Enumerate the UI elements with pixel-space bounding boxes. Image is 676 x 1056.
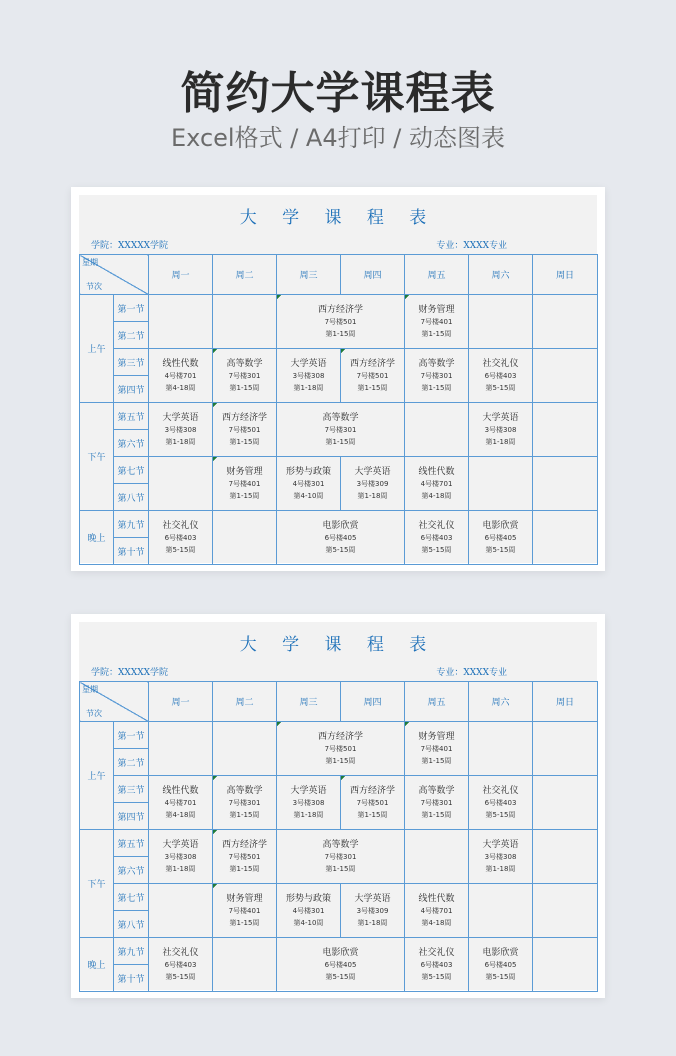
period-6: 第六节 (114, 857, 149, 884)
course-name: 高等数学 (226, 785, 263, 796)
period-4: 第四节 (114, 376, 149, 403)
period-label: 节次 (86, 709, 102, 718)
course-cell (277, 776, 341, 830)
course-location: 7号楼301 (228, 798, 261, 807)
course-info (213, 358, 276, 394)
course-location: 6号楼405 (484, 533, 517, 542)
course-name: 财务管理 (226, 893, 263, 904)
course-weeks: 第5-15周 (485, 810, 516, 819)
course-location: 4号楼701 (420, 906, 453, 915)
course-location: 6号楼403 (484, 798, 517, 807)
course-cell (277, 295, 405, 349)
course-location: 6号楼403 (484, 371, 517, 380)
course-info (405, 785, 468, 821)
course-location: 6号楼405 (324, 960, 357, 969)
header-corner (80, 255, 149, 295)
course-info (277, 466, 340, 502)
course-info (341, 358, 404, 394)
course-info (341, 893, 404, 929)
period-10: 第十节 (114, 965, 149, 992)
course-location: 7号楼301 (324, 852, 357, 861)
cell-empty (149, 295, 213, 349)
course-weeks: 第4-18周 (421, 491, 452, 500)
course-name: 大学英语 (482, 839, 519, 850)
course-cell (405, 884, 469, 938)
course-cell (405, 295, 469, 349)
course-location: 4号楼701 (164, 798, 197, 807)
course-cell (405, 776, 469, 830)
course-location: 4号楼301 (292, 906, 325, 915)
day-mon: 周一 (149, 255, 213, 295)
course-name: 西方经济学 (317, 731, 363, 742)
period-7: 第七节 (114, 457, 149, 484)
course-name: 电影欣赏 (482, 947, 519, 958)
course-name: 大学英语 (354, 466, 391, 477)
course-cell (213, 884, 277, 938)
course-info (405, 358, 468, 394)
course-name: 大学英语 (290, 358, 327, 369)
course-cell (405, 511, 469, 565)
course-info (405, 731, 468, 767)
course-cell (213, 403, 277, 457)
course-location: 3号楼308 (164, 425, 197, 434)
slot-evening: 晚上 (80, 938, 114, 992)
cell-empty (533, 511, 598, 565)
course-name: 形势与政策 (285, 893, 331, 904)
course-name: 高等数学 (418, 358, 455, 369)
course-location: 7号楼301 (420, 371, 453, 380)
course-weeks: 第1-15周 (229, 918, 260, 927)
course-location: 3号楼308 (164, 852, 197, 861)
slot-afternoon: 下午 (80, 830, 114, 938)
period-3: 第三节 (114, 776, 149, 803)
course-cell (469, 511, 533, 565)
course-name: 高等数学 (418, 785, 455, 796)
course-info (277, 412, 404, 448)
course-cell (469, 349, 533, 403)
course-info (149, 412, 212, 448)
course-name: 大学英语 (482, 412, 519, 423)
course-weeks: 第1-15周 (229, 491, 260, 500)
course-name: 社交礼仪 (162, 520, 199, 531)
course-location: 7号楼301 (420, 798, 453, 807)
course-name: 线性代数 (162, 785, 199, 796)
course-name: 西方经济学 (221, 412, 267, 423)
course-location: 6号楼403 (164, 960, 197, 969)
course-info (277, 839, 404, 875)
course-info (277, 893, 340, 929)
course-info (213, 466, 276, 502)
course-name: 西方经济学 (221, 839, 267, 850)
course-cell (469, 830, 533, 884)
course-info (341, 466, 404, 502)
college-label: 学院：XXXXX学院 (91, 668, 169, 678)
banner-title: 简约大学课程表 (180, 68, 496, 119)
day-thu: 周四 (341, 682, 405, 722)
timetable-grid (79, 254, 598, 565)
day-sat: 周六 (469, 255, 533, 295)
major-label: 专业：XXXX专业 (436, 241, 507, 251)
course-weeks: 第1-15周 (229, 810, 260, 819)
course-location: 7号楼301 (228, 371, 261, 380)
course-name: 社交礼仪 (418, 520, 455, 531)
period-label: 节次 (86, 282, 102, 291)
cell-empty (533, 776, 598, 830)
course-info (469, 520, 532, 556)
course-name: 财务管理 (418, 731, 455, 742)
course-location: 7号楼501 (324, 744, 357, 753)
timetable-preview-2 (71, 614, 605, 998)
course-info (341, 785, 404, 821)
cell-empty (469, 884, 533, 938)
day-sat: 周六 (469, 682, 533, 722)
day-wed: 周三 (277, 682, 341, 722)
course-location: 6号楼405 (484, 960, 517, 969)
course-name: 大学英语 (162, 412, 199, 423)
course-info (149, 947, 212, 983)
course-weeks: 第5-15周 (165, 545, 196, 554)
course-info (277, 304, 404, 340)
course-weeks: 第5-15周 (485, 383, 516, 392)
course-info (213, 785, 276, 821)
week-label: 星期 (82, 685, 98, 694)
cell-empty (533, 830, 598, 884)
course-cell (149, 349, 213, 403)
course-weeks: 第4-18周 (165, 383, 196, 392)
course-info (277, 358, 340, 394)
course-weeks: 第4-18周 (165, 810, 196, 819)
course-weeks: 第5-15周 (325, 972, 356, 981)
course-cell (213, 776, 277, 830)
day-tue: 周二 (213, 255, 277, 295)
course-location: 3号楼308 (484, 852, 517, 861)
timetable-grid (79, 681, 598, 992)
day-sun: 周日 (533, 682, 598, 722)
course-info (469, 412, 532, 448)
course-info (469, 839, 532, 875)
day-fri: 周五 (405, 255, 469, 295)
course-weeks: 第5-15周 (485, 545, 516, 554)
cell-empty (469, 722, 533, 776)
course-name: 大学英语 (354, 893, 391, 904)
course-cell (405, 722, 469, 776)
course-name: 社交礼仪 (418, 947, 455, 958)
period-9: 第九节 (114, 938, 149, 965)
course-cell (149, 938, 213, 992)
course-location: 6号楼405 (324, 533, 357, 542)
cell-empty (469, 457, 533, 511)
course-info (469, 358, 532, 394)
course-info (405, 947, 468, 983)
college-label: 学院：XXXXX学院 (91, 241, 169, 251)
course-cell (277, 830, 405, 884)
course-name: 大学英语 (290, 785, 327, 796)
course-weeks: 第5-15周 (421, 972, 452, 981)
period-7: 第七节 (114, 884, 149, 911)
course-name: 社交礼仪 (482, 358, 519, 369)
slot-afternoon: 下午 (80, 403, 114, 511)
course-location: 4号楼301 (292, 479, 325, 488)
course-weeks: 第1-18周 (293, 383, 324, 392)
course-weeks: 第4-18周 (421, 918, 452, 927)
period-6: 第六节 (114, 430, 149, 457)
course-location: 3号楼309 (356, 479, 389, 488)
course-location: 7号楼501 (324, 317, 357, 326)
course-info (277, 520, 404, 556)
course-name: 西方经济学 (349, 785, 395, 796)
course-cell (469, 403, 533, 457)
cell-empty (213, 295, 277, 349)
day-fri: 周五 (405, 682, 469, 722)
cell-empty (405, 403, 469, 457)
course-info (277, 785, 340, 821)
course-location: 7号楼401 (420, 744, 453, 753)
course-weeks: 第1-18周 (165, 864, 196, 873)
period-8: 第八节 (114, 911, 149, 938)
course-cell (277, 722, 405, 776)
period-8: 第八节 (114, 484, 149, 511)
course-location: 3号楼308 (292, 798, 325, 807)
course-info (405, 520, 468, 556)
course-name: 线性代数 (162, 358, 199, 369)
course-location: 3号楼308 (292, 371, 325, 380)
course-name: 高等数学 (226, 358, 263, 369)
course-weeks: 第5-15周 (165, 972, 196, 981)
timetable-preview-1 (71, 187, 605, 571)
slot-morning: 上午 (80, 722, 114, 830)
course-cell (213, 830, 277, 884)
course-info (405, 466, 468, 502)
week-label: 星期 (82, 258, 98, 267)
course-info (277, 947, 404, 983)
course-name: 财务管理 (226, 466, 263, 477)
course-weeks: 第5-15周 (485, 972, 516, 981)
course-cell (405, 349, 469, 403)
cell-empty (533, 884, 598, 938)
course-info (405, 893, 468, 929)
slot-morning: 上午 (80, 295, 114, 403)
header-corner (80, 682, 149, 722)
cell-empty (213, 938, 277, 992)
course-name: 电影欣赏 (322, 947, 359, 958)
course-info (213, 839, 276, 875)
course-cell (277, 511, 405, 565)
cell-empty (533, 457, 598, 511)
header-row (80, 255, 598, 295)
period-9: 第九节 (114, 511, 149, 538)
course-location: 7号楼501 (356, 798, 389, 807)
course-location: 3号楼308 (484, 425, 517, 434)
course-location: 7号楼401 (228, 906, 261, 915)
course-name: 社交礼仪 (482, 785, 519, 796)
course-cell (405, 938, 469, 992)
day-wed: 周三 (277, 255, 341, 295)
course-name: 电影欣赏 (482, 520, 519, 531)
day-tue: 周二 (213, 682, 277, 722)
course-weeks: 第1-15周 (421, 810, 452, 819)
cell-empty (533, 722, 598, 776)
course-location: 7号楼401 (228, 479, 261, 488)
course-name: 财务管理 (418, 304, 455, 315)
course-name: 线性代数 (418, 893, 455, 904)
period-2: 第二节 (114, 322, 149, 349)
period-5: 第五节 (114, 403, 149, 430)
period-5: 第五节 (114, 830, 149, 857)
course-cell (277, 938, 405, 992)
course-weeks: 第1-18周 (485, 864, 516, 873)
sheet-title: 大 学 课 程 表 (239, 635, 437, 655)
course-location: 3号楼309 (356, 906, 389, 915)
course-cell (149, 403, 213, 457)
course-cell (341, 776, 405, 830)
course-location: 6号楼403 (420, 533, 453, 542)
course-cell (277, 884, 341, 938)
cell-empty (533, 349, 598, 403)
course-location: 7号楼501 (356, 371, 389, 380)
course-location: 7号楼501 (228, 852, 261, 861)
course-weeks: 第1-15周 (357, 810, 388, 819)
course-cell (277, 403, 405, 457)
course-name: 高等数学 (322, 412, 359, 423)
sheet-title: 大 学 课 程 表 (239, 208, 437, 228)
course-name: 线性代数 (418, 466, 455, 477)
period-3: 第三节 (114, 349, 149, 376)
course-weeks: 第1-15周 (229, 864, 260, 873)
course-cell (469, 776, 533, 830)
course-weeks: 第5-15周 (325, 545, 356, 554)
cell-empty (533, 938, 598, 992)
course-weeks: 第1-15周 (325, 864, 356, 873)
course-info (149, 358, 212, 394)
course-weeks: 第1-18周 (165, 437, 196, 446)
course-weeks: 第5-15周 (421, 545, 452, 554)
major-label: 专业：XXXX专业 (436, 668, 507, 678)
course-location: 7号楼401 (420, 317, 453, 326)
course-info (469, 947, 532, 983)
period-2: 第二节 (114, 749, 149, 776)
course-location: 4号楼701 (420, 479, 453, 488)
course-name: 西方经济学 (349, 358, 395, 369)
course-cell (405, 457, 469, 511)
course-cell (149, 776, 213, 830)
course-info (277, 731, 404, 767)
cell-empty (149, 722, 213, 776)
course-location: 4号楼701 (164, 371, 197, 380)
course-weeks: 第1-15周 (229, 437, 260, 446)
course-info (469, 785, 532, 821)
course-weeks: 第1-18周 (485, 437, 516, 446)
course-info (213, 893, 276, 929)
cell-empty (149, 457, 213, 511)
course-info (149, 520, 212, 556)
period-1: 第一节 (114, 722, 149, 749)
course-location: 6号楼403 (164, 533, 197, 542)
course-name: 高等数学 (322, 839, 359, 850)
period-1: 第一节 (114, 295, 149, 322)
day-thu: 周四 (341, 255, 405, 295)
course-name: 电影欣赏 (322, 520, 359, 531)
period-4: 第四节 (114, 803, 149, 830)
course-cell (277, 457, 341, 511)
course-cell (149, 511, 213, 565)
course-cell (341, 349, 405, 403)
course-location: 7号楼301 (324, 425, 357, 434)
course-cell (149, 830, 213, 884)
banner-subtitle: Excel格式 / A4打印 / 动态图表 (171, 124, 505, 152)
cell-empty (533, 403, 598, 457)
cell-empty (405, 830, 469, 884)
course-location: 7号楼501 (228, 425, 261, 434)
course-cell (341, 457, 405, 511)
course-weeks: 第4-10周 (293, 918, 324, 927)
course-weeks: 第1-15周 (421, 329, 452, 338)
course-info (213, 412, 276, 448)
course-weeks: 第1-15周 (229, 383, 260, 392)
cell-empty (149, 884, 213, 938)
course-cell (469, 938, 533, 992)
course-weeks: 第1-15周 (357, 383, 388, 392)
course-weeks: 第1-15周 (325, 329, 356, 338)
course-weeks: 第1-15周 (421, 756, 452, 765)
day-mon: 周一 (149, 682, 213, 722)
cell-empty (213, 511, 277, 565)
course-name: 大学英语 (162, 839, 199, 850)
cell-empty (213, 722, 277, 776)
course-weeks: 第1-18周 (293, 810, 324, 819)
cell-empty (469, 295, 533, 349)
period-10: 第十节 (114, 538, 149, 565)
course-info (149, 839, 212, 875)
course-name: 西方经济学 (317, 304, 363, 315)
day-sun: 周日 (533, 255, 598, 295)
course-cell (277, 349, 341, 403)
course-weeks: 第1-15周 (421, 383, 452, 392)
course-weeks: 第4-10周 (293, 491, 324, 500)
course-weeks: 第1-15周 (325, 756, 356, 765)
course-info (149, 785, 212, 821)
course-location: 6号楼403 (420, 960, 453, 969)
course-weeks: 第1-18周 (357, 918, 388, 927)
course-weeks: 第1-15周 (325, 437, 356, 446)
course-cell (341, 884, 405, 938)
course-cell (213, 457, 277, 511)
course-info (405, 304, 468, 340)
cell-empty (533, 295, 598, 349)
course-weeks: 第1-18周 (357, 491, 388, 500)
course-name: 形势与政策 (285, 466, 331, 477)
course-cell (213, 349, 277, 403)
course-name: 社交礼仪 (162, 947, 199, 958)
slot-evening: 晚上 (80, 511, 114, 565)
header-row (80, 682, 598, 722)
